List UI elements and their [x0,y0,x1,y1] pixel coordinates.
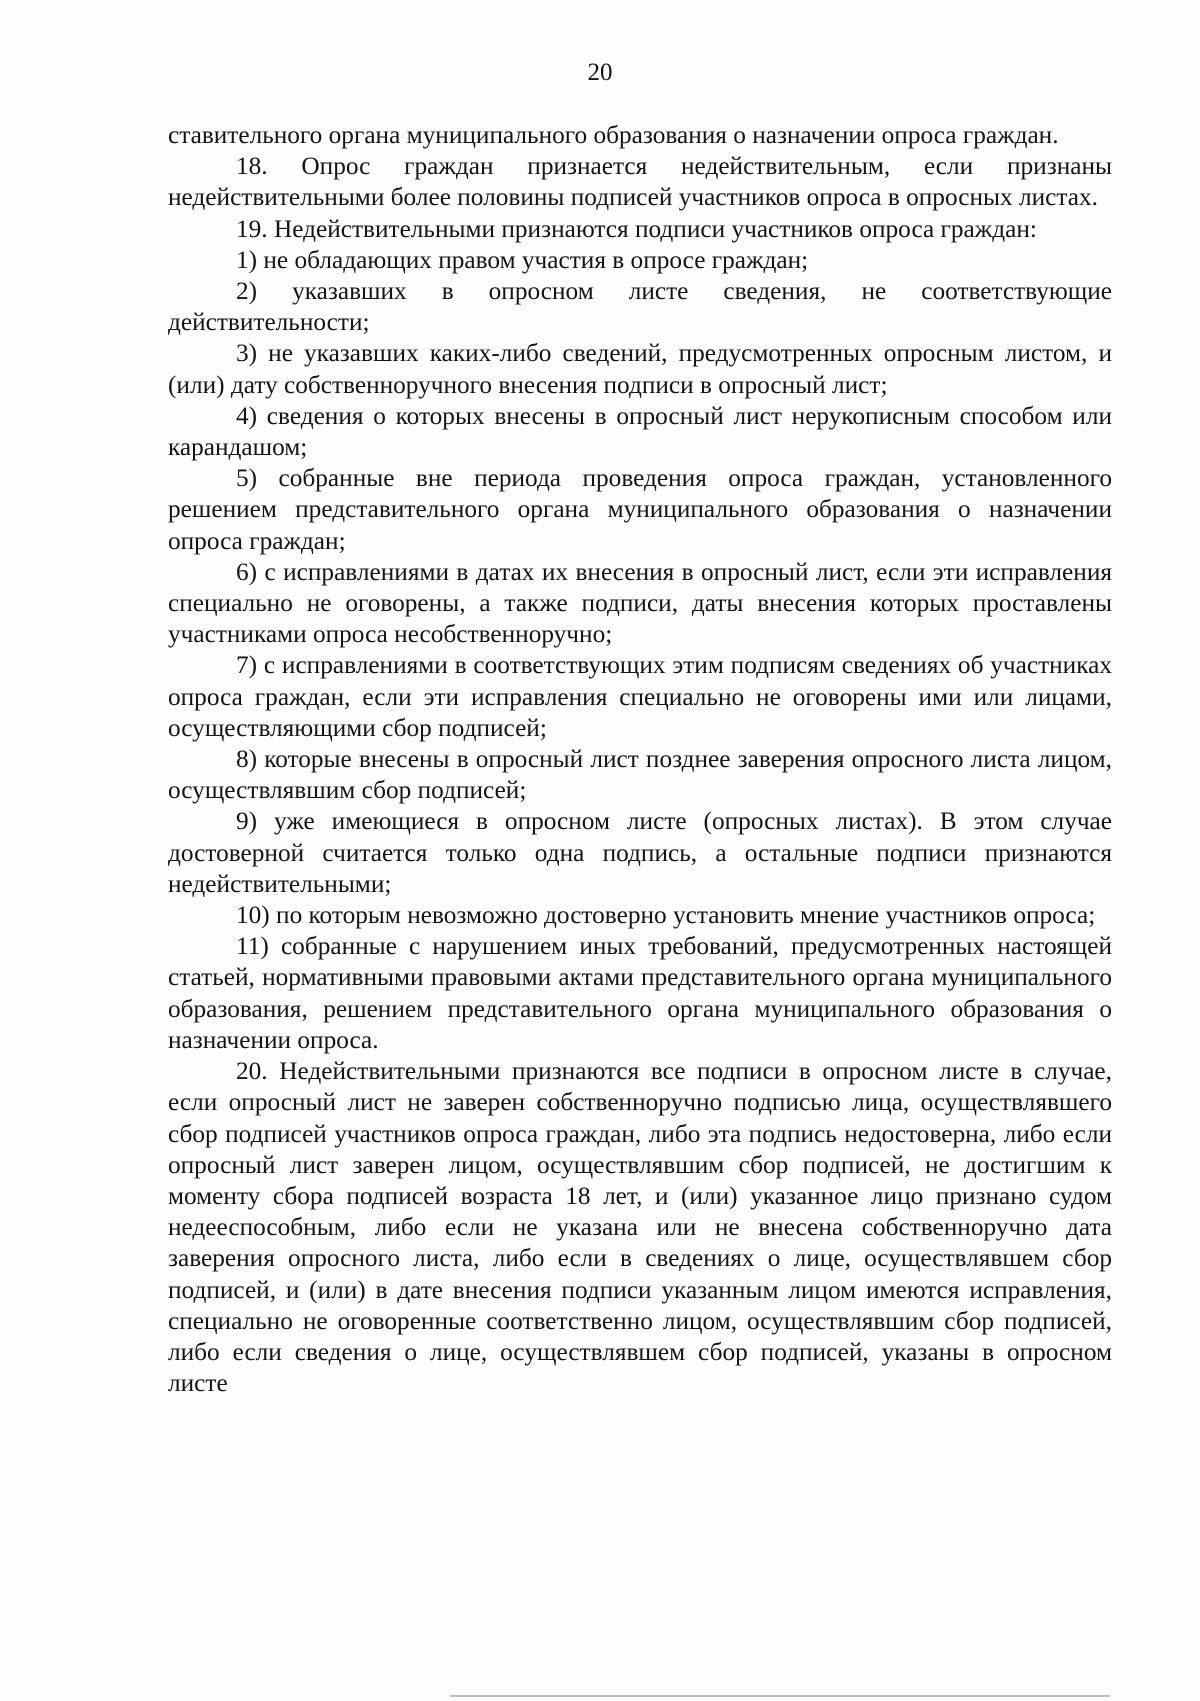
list-item-5: 5) собранные вне периода проведения опроса граждан, установленного решением представительного органа муниципального образования о назначении опроса граждан; [168,464,1112,555]
list-item-11: 11) собранные с нарушением иных требований, предусмотренных настоящей статьей, нормативными правовыми актами представительного органа муниципального образования, решением представительного органа муниципального образования о назначении опроса. [168,932,1112,1054]
list-item-9: 9) уже имеющиеся в опросном листе (опросных листах). В этом случае достоверной считается только одна подпись, а остальные подписи признаются недействительными; [168,807,1112,898]
list-item-7: 7) с исправлениями в соответствующих этим подписям сведениях об участниках опроса граждан, если эти исправления специально не оговорены ими или лицами, осуществляющими сбор подписей; [168,651,1112,742]
list-item-1: 1) не обладающих правом участия в опросе граждан; [236,245,809,274]
list-item-4: 4) сведения о которых внесены в опросный лист нерукописным способом или карандашом; [168,401,1112,462]
list-item-10: 10) по которым невозможно достоверно установить мнение участников опроса; [236,901,1096,930]
list-item-2: 2) указавших в опросном листе сведения, не соответствующие действительности; [168,277,1112,337]
scan-edge-line [450,1695,1110,1697]
document-body [168,120,1112,1399]
paragraph-continuation: ставительного органа муниципального образования о назначении опроса граждан. [168,121,1059,149]
paragraph-18: 18. Опрос граждан признается недействительным, если признаны недействительными более половины подписей участников опроса в опросных листах. [168,152,1112,212]
paragraph-19: 19. Недействительными признаются подписи участников опроса граждан: [236,214,1037,243]
page-number: 20 [587,59,613,86]
list-item-8: 8) которые внесены в опросный лист позднее заверения опросного листа лицом, осуществлявшим сбор подписей; [168,745,1112,805]
paragraph-20: 20. Недействительными признаются все подписи в опросном листе в случае, если опросный лист не заверен собственноручно подписью лица, осуществлявшего сбор подписей участников опроса граждан, либо эта подпись недостоверна, либо если опросный лист заверен лицом, осуществлявшим сбор подписей, не достигшим к моменту сбора подписей возраста 18 лет, и (или) указанное лицо признано судом недееспособным, либо если не указана или не внесена собственноручно дата заверения опросного листа, либо если в сведениях о лице, осуществлявшем сбор подписей, и (или) в дате внесения подписи указанным лицом имеются исправления, специально не оговоренные соответственно лицом, осуществлявшим сбор подписей, либо если сведения о лице, осуществлявшем сбор подписей, указаны в опросном листе [168,1057,1112,1398]
list-item-3: 3) не указавших каких-либо сведений, предусмотренных опросным листом, и (или) дату собственноручного внесения подписи в опросный лист; [168,339,1112,399]
list-item-6: 6) с исправлениями в датах их внесения в опросный лист, если эти исправления специально не оговорены, а также подписи, даты внесения которых проставлены участниками опроса несобственноручно; [168,557,1112,649]
